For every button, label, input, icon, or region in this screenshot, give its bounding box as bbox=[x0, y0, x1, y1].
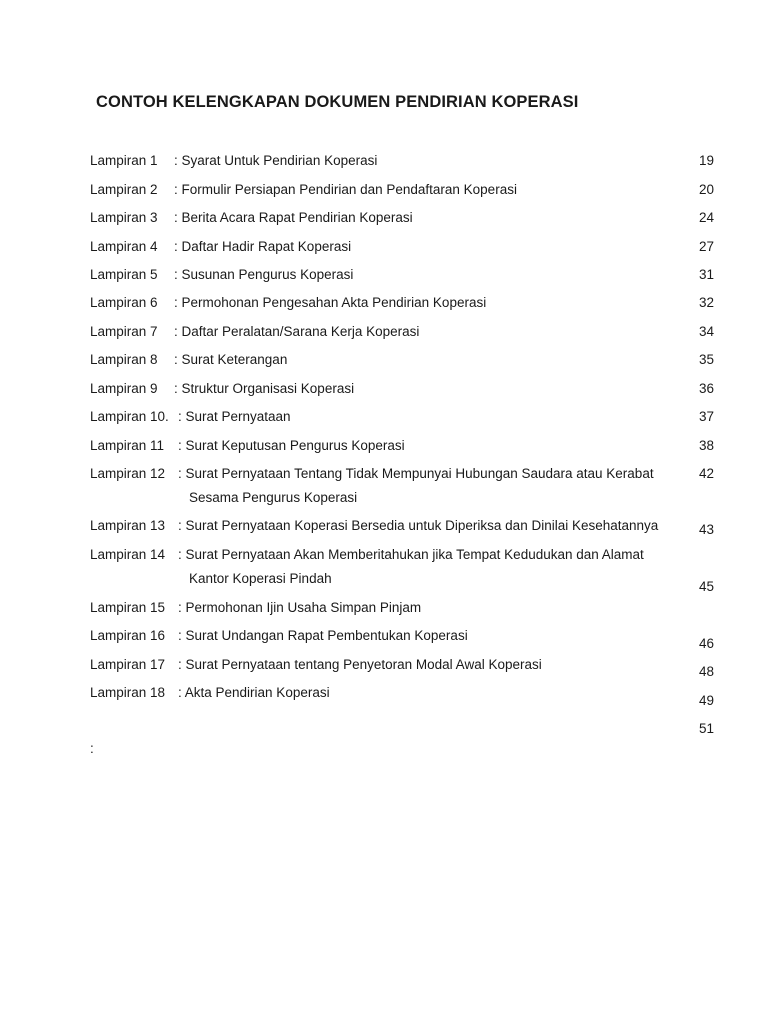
page-number: 43 bbox=[699, 522, 715, 537]
entry-text-6: : Permohonan Pengesahan Akta Pendirian Koperasi bbox=[174, 295, 487, 310]
page-number: 37 bbox=[699, 409, 715, 424]
entry-label-2: Lampiran 2 bbox=[90, 182, 158, 197]
entry-label-7: Lampiran 7 bbox=[90, 324, 158, 339]
entry-label-15: Lampiran 15 bbox=[90, 600, 166, 615]
entry-text-14: : Surat Pernyataan Akan Memberitahukan jika Tempat Kedudukan dan Alamat bbox=[178, 547, 644, 562]
entry-label-17: Lampiran 17 bbox=[90, 657, 166, 672]
page-number: 24 bbox=[699, 210, 715, 225]
entry-text-17: : Surat Pernyataan tentang Penyetoran Modal Awal Koperasi bbox=[178, 657, 542, 672]
entry-text-5: : Susunan Pengurus Koperasi bbox=[174, 267, 354, 282]
page-number: 19 bbox=[699, 153, 715, 168]
page-number: 32 bbox=[699, 295, 715, 310]
entry-text-9: : Struktur Organisasi Koperasi bbox=[174, 381, 355, 396]
page-number: 45 bbox=[699, 579, 715, 594]
entry-label-10: Lampiran 10. bbox=[90, 409, 169, 424]
entry-text-13: : Surat Pernyataan Koperasi Bersedia untuk Diperiksa dan Dinilai Kesehatannya bbox=[178, 518, 659, 533]
entry-label-6: Lampiran 6 bbox=[90, 295, 158, 310]
entry-text-11: : Surat Keputusan Pengurus Koperasi bbox=[178, 438, 405, 453]
entry-text-10: : Surat Pernyataan bbox=[178, 409, 291, 424]
page-number: 46 bbox=[699, 636, 715, 651]
entry-label-1: Lampiran 1 bbox=[90, 153, 158, 168]
entry-text-3: : Berita Acara Rapat Pendirian Koperasi bbox=[174, 210, 413, 225]
entry-label-3: Lampiran 3 bbox=[90, 210, 158, 225]
entry-text-2: : Formulir Persiapan Pendirian dan Pendaftaran Koperasi bbox=[174, 182, 517, 197]
entry-text-16: : Surat Undangan Rapat Pembentukan Koperasi bbox=[178, 628, 468, 643]
page-number: 36 bbox=[699, 381, 715, 396]
page-number: 51 bbox=[699, 721, 715, 736]
page-number: 49 bbox=[699, 693, 715, 708]
entry-label-13: Lampiran 13 bbox=[90, 518, 166, 533]
page-number: 34 bbox=[699, 324, 715, 339]
page-title: CONTOH KELENGKAPAN DOKUMEN PENDIRIAN KOPERASI bbox=[96, 93, 579, 111]
page-number: 31 bbox=[699, 267, 715, 282]
entry-text-1: : Syarat Untuk Pendirian Koperasi bbox=[174, 153, 378, 168]
entry-text-7: : Daftar Peralatan/Sarana Kerja Koperasi bbox=[174, 324, 420, 339]
page-number: 27 bbox=[699, 239, 715, 254]
entry-text-18: : Akta Pendirian Koperasi bbox=[178, 685, 330, 700]
entry-text-14-continuation: Kantor Koperasi Pindah bbox=[189, 571, 332, 586]
entry-text-12: : Surat Pernyataan Tentang Tidak Mempunyai Hubungan Saudara atau Kerabat bbox=[178, 466, 654, 481]
entry-text-4: : Daftar Hadir Rapat Koperasi bbox=[174, 239, 352, 254]
entry-label-8: Lampiran 8 bbox=[90, 352, 158, 367]
entry-label-4: Lampiran 4 bbox=[90, 239, 158, 254]
page-number: 48 bbox=[699, 664, 715, 679]
entry-label-9: Lampiran 9 bbox=[90, 381, 158, 396]
page-number: 38 bbox=[699, 438, 715, 453]
entry-label-18: Lampiran 18 bbox=[90, 685, 166, 700]
page-number: 20 bbox=[699, 182, 715, 197]
page-number: 42 bbox=[699, 466, 715, 481]
entry-text-15: : Permohonan Ijin Usaha Simpan Pinjam bbox=[178, 600, 422, 615]
entry-label-16: Lampiran 16 bbox=[90, 628, 166, 643]
entry-label-11: Lampiran 11 bbox=[90, 438, 165, 453]
entry-label-14: Lampiran 14 bbox=[90, 547, 166, 562]
page-number: 35 bbox=[699, 352, 715, 367]
entry-text-12-continuation: Sesama Pengurus Koperasi bbox=[189, 490, 358, 505]
entry-label-5: Lampiran 5 bbox=[90, 267, 158, 282]
entry-label-12: Lampiran 12 bbox=[90, 466, 166, 481]
trailing-mark: : bbox=[90, 741, 94, 756]
entry-text-8: : Surat Keterangan bbox=[174, 352, 288, 367]
